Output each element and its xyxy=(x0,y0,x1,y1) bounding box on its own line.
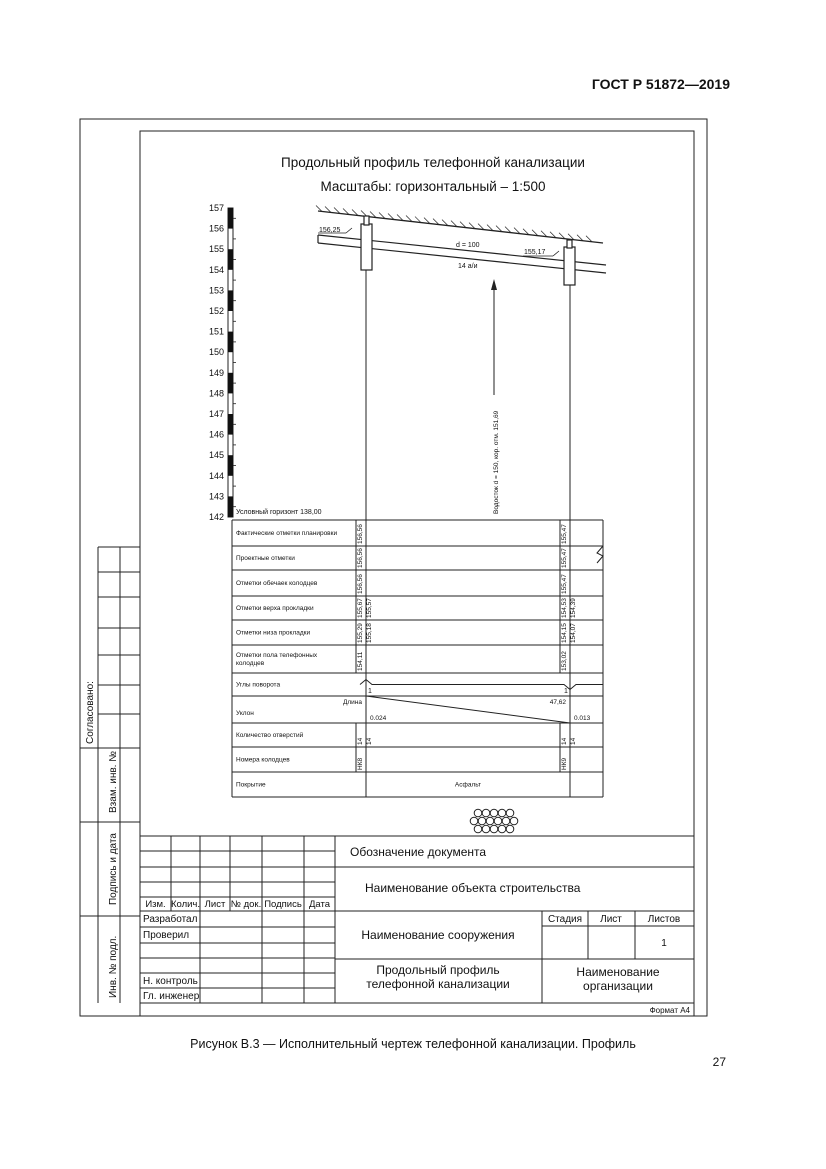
ground-surface xyxy=(316,205,603,243)
profile-value: 14 xyxy=(561,737,568,745)
scale-tick-label: 151 xyxy=(208,326,224,337)
profile-row-label: колодцев xyxy=(236,660,265,667)
well-nk9 xyxy=(564,240,575,285)
profile-row-label: Отметки обечаек колодцев xyxy=(236,580,318,587)
profile-value: 47,62 xyxy=(549,699,566,706)
profile-value: 14 xyxy=(570,737,577,745)
scale-tick-label: 152 xyxy=(208,306,224,316)
tb-sheets-value: 1 xyxy=(661,938,667,949)
page-number: 27 xyxy=(712,1055,726,1069)
scale-tick-label: 156 xyxy=(208,223,224,234)
profile-row-label: Покрытие xyxy=(236,781,266,789)
profile-value: 154,39 xyxy=(570,598,577,618)
tb-object-name: Наименование объекта строительства xyxy=(365,881,581,895)
tb-role: Н. контроль xyxy=(143,976,198,987)
tb-org-name: Наименование организации xyxy=(576,965,660,993)
tb-drawing-name: Продольный профиль телефонной канализации xyxy=(366,963,510,991)
scale-tick-label: 150 xyxy=(208,347,224,358)
profile-value: Длина xyxy=(342,699,362,706)
stamp-vzam: Взам. инв. № xyxy=(108,751,119,813)
profile-value: 14 xyxy=(366,737,373,745)
profile-value: 14 xyxy=(357,737,364,745)
scale-tick-label: 149 xyxy=(208,367,224,378)
elevation-left: 156,25 xyxy=(319,227,341,234)
profile-value: 155,29 xyxy=(357,623,364,643)
profile-value: 156,56 xyxy=(357,524,364,544)
profile-row-label: Уклон xyxy=(236,710,254,717)
tb-structure-name: Наименование сооружения xyxy=(361,928,515,942)
scale-tick-label: 143 xyxy=(208,491,224,502)
profile-value: 156,56 xyxy=(357,574,364,594)
tb-col-header: Дата xyxy=(308,899,331,910)
profile-table-text xyxy=(236,524,591,789)
profile-value: НК9 xyxy=(561,757,568,770)
tb-col-header: Лист xyxy=(204,899,226,910)
profile-value: 153,02 xyxy=(561,651,568,671)
profile-value: 1 xyxy=(368,688,372,695)
tb-sheets-label: Листов xyxy=(647,914,681,925)
tb-col-header: № док. xyxy=(230,899,262,910)
tb-role: Гл. инженер xyxy=(143,991,200,1002)
stamp-inv: Инв. № подл. xyxy=(108,935,119,998)
tb-sheet-label: Лист xyxy=(600,914,622,925)
profile-value: 0.013 xyxy=(574,715,591,722)
pipe-count: 14 а/и xyxy=(458,263,478,270)
scale-tick-label: 147 xyxy=(208,409,224,419)
profile-row-label: Углы поворота xyxy=(236,681,281,689)
tb-col-header: Изм. xyxy=(145,899,166,910)
profile-row-label: Проектные отметки xyxy=(236,555,295,562)
scale-tick-label: 144 xyxy=(208,470,224,481)
well-nk8 xyxy=(361,216,372,270)
profile-value: 155,47 xyxy=(561,574,568,594)
profile-value: 156,56 xyxy=(357,548,364,568)
stamp-agreed: Согласовано: xyxy=(85,681,96,744)
horizon-label: Условный горизонт 138,00 xyxy=(236,509,322,516)
scale-tick-label: 157 xyxy=(208,203,224,213)
profile-value: 155,47 xyxy=(561,548,568,568)
tb-col-header: Подпись xyxy=(264,899,302,910)
standard-header: ГОСТ Р 51872—2019 xyxy=(591,76,730,92)
elevation-scale-labels xyxy=(209,203,224,522)
tb-col-header: Колич. xyxy=(170,899,201,910)
scale-tick-label: 145 xyxy=(208,450,224,461)
tb-role: Разработал xyxy=(143,914,198,925)
storm-drain-leader xyxy=(491,279,500,514)
profile-value: 1 xyxy=(564,688,568,695)
profile-value: 155,57 xyxy=(366,598,373,618)
scale-tick-label: 155 xyxy=(208,244,224,255)
profile-value: 154,07 xyxy=(570,623,577,643)
scale-tick-label: 148 xyxy=(208,388,224,399)
pipe-diameter: d = 100 xyxy=(456,242,480,249)
profile-value: 155,18 xyxy=(366,623,373,643)
figure-caption: Рисунок В.3 — Исполнительный чертеж телефонной канализации. Профиль xyxy=(190,1037,636,1051)
profile-row-label: Отметки низа прокладки xyxy=(236,629,311,637)
scale-tick-label: 153 xyxy=(208,285,224,296)
profile-value: 154,53 xyxy=(561,598,568,618)
scale-tick-label: 146 xyxy=(208,429,224,440)
tb-doc-designation: Обозначение документа xyxy=(350,845,487,859)
scale-tick-label: 154 xyxy=(208,264,224,275)
elevation-scale xyxy=(228,208,236,517)
profile-row-label: Отметки пола телефонных xyxy=(236,652,318,659)
scale-tick-label: 142 xyxy=(208,512,224,522)
elevation-right: 155,17 xyxy=(524,249,546,256)
drawing-scale: Масштабы: горизонтальный – 1:500 xyxy=(320,179,546,194)
profile-value: НК8 xyxy=(357,757,364,770)
profile-value: 155,47 xyxy=(561,524,568,544)
stamp-podpis: Подпись и дата xyxy=(108,833,119,905)
profile-value: 155,67 xyxy=(357,598,364,618)
profile-row-label: Фактические отметки планировки xyxy=(236,530,338,537)
profile-row-label: Номера колодцев xyxy=(236,756,290,764)
tb-stage-label: Стадия xyxy=(547,914,583,925)
tb-role: Проверил xyxy=(143,930,190,941)
profile-row-label: Отметки верха прокладки xyxy=(236,605,314,612)
profile-value: 0.024 xyxy=(370,715,387,722)
profile-value: 154,11 xyxy=(357,651,364,671)
tb-format: Формат А4 xyxy=(649,1006,690,1015)
profile-value: Асфальт xyxy=(454,781,482,789)
profile-value: 154,15 xyxy=(561,623,568,643)
drawing-title: Продольный профиль телефонной канализации xyxy=(281,155,585,170)
profile-row-label: Количество отверстий xyxy=(236,732,304,739)
storm-drain-note: Водосток d = 150, кор. отм. 151,69 xyxy=(493,410,500,514)
pipe-bundle-icon xyxy=(470,809,518,833)
